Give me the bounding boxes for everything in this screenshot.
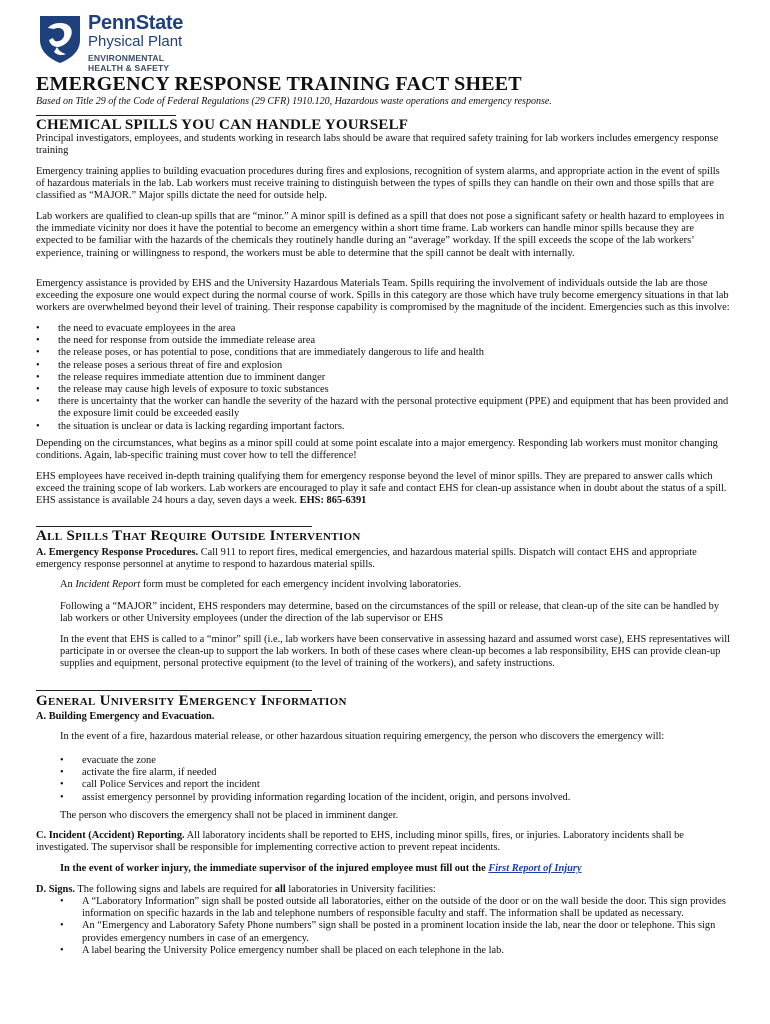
paragraph-emergency-assistance: Emergency assistance is provided by EHS and the University Hazardous Materials Team. Spills requiring the involvement of individuals outside the lab are those exceeding the exposure one would expect during the normal course of work. Spills in this category are those which have truly become emergency situations in that lab workers are overwhelmed beyond their level of training. Their response capability is compromised by the magnitude of the incident. Emergencies such as this involve: (36, 278, 730, 314)
signs-label: D. Signs. (36, 884, 75, 895)
unit-line-1: ENVIRONMENTAL (88, 53, 165, 63)
ehs-phone-number: EHS: 865-6391 (299, 495, 367, 507)
list-item: • call Police Services and report the incident (60, 779, 730, 791)
pennstate-logo (38, 12, 238, 76)
paragraph-emergency-training: Emergency training applies to building evacuation procedures during fires and explosions, recognition of system alarms, and appropriate action in the event of spills of hazardous materials in the lab. Lab workers must receive training to distinguish between the types of spills they can handle on their own and those spills that are classified as “MAJOR.” Major spills dictate the need for outside help. (36, 166, 720, 202)
paragraph-imminent-danger: The person who discovers the emergency shall not be placed in imminent danger. (60, 810, 399, 821)
list-item: • there is uncertainty that the worker can handle the severity of the hazard with the personal protective equipment (PPE) and equipment that has been provided and the exposure limit could be exceeded easily (36, 396, 730, 420)
list-item: • the release may cause high levels of exposure to toxic substances (36, 384, 730, 396)
list-item: • the release requires immediate attention due to imminent danger (36, 372, 730, 384)
paragraph-escalation: Depending on the circumstances, what begins as a minor spill could at some point escalate into a major emergency. Responding lab workers must monitor changing conditions. Again, lab-specific training must cover how to tell the difference! (36, 438, 718, 462)
section-heading-chemical-spills: CHEMICAL SPILLS YOU CAN HANDLE YOURSELF (36, 117, 409, 133)
ehs-availability-text: EHS employees have received in-depth training qualifying them for emergency response beyond the level of minor spills. They are prepared to answer calls which exceed the training scope of lab workers. Lab workers are encouraged to play it safe and contact EHS for clean-up assistance when in doubt about the status of a spill. EHS assistance is available 24 hours a day, seven days a week. (36, 471, 727, 507)
page-title: EMERGENCY RESPONSE TRAINING FACT SHEET (36, 73, 522, 95)
signs-text-suffix: laboratories in University facilities: (288, 884, 436, 895)
worker-injury-text: In the event of worker injury, the immediate supervisor of the injured employee must fill out the (60, 863, 486, 874)
list-item: • the situation is unclear or data is lacking regarding important factors. (36, 421, 730, 433)
emergency-conditions-list (36, 323, 730, 433)
list-item: • the release poses a serious threat of fire and explosion (36, 360, 730, 372)
list-item: • activate the fire alarm, if needed (60, 767, 730, 779)
org-name: PennState (88, 12, 184, 34)
divider (36, 115, 176, 116)
list-item: • the release poses, or has potential to pose, conditions that are immediately dangerous to life and health (36, 347, 730, 359)
procedure-text: Call 911 to report fires, medical emergencies, and hazardous material spills. Dispatch will contact EHS and appropriate emergency response personnel at anytime to respond to hazardous material spills. (36, 547, 697, 571)
paragraph-minor-spills: Lab workers are qualified to clean-up spills that are “minor.” A minor spill is defined as a spill that does not pose a significant safety or health hazard to employees in the immediate vicinity nor does it have the potential to become an emergency within a short time frame. Lab workers can handle minor spills because they are expected to be familiar with the hazards of the chemicals they routinely handle during an “average” workday. If the spill exceeds the scope of the lab workers’ experience, training or willingness to respond, the workers must be able to determine that the spill cannot be dealt with internally. (36, 211, 725, 259)
list-item: • the need to evacuate employees in the area (36, 323, 730, 335)
dept-name: Physical Plant (88, 33, 183, 50)
required-signs-list (60, 896, 730, 957)
incident-reporting-text: All laboratory incidents shall be reported to EHS, including minor spills, fires, or injuries. Laboratory incidents shall be investigated. The supervisor shall be responsible for implementing corrective action to prevent repeat incidents. (36, 830, 684, 854)
list-item: • assist emergency personnel by providing information regarding location of the incident, origin, and persons involved. (60, 792, 730, 804)
incident-reporting-label: C. Incident (Accident) Reporting. (36, 830, 185, 841)
signs-text-all: all (274, 884, 286, 895)
evacuation-steps-list (60, 755, 730, 804)
paragraph-signs (36, 884, 730, 896)
subheading-building-evacuation: A. Building Emergency and Evacuation. (36, 711, 215, 722)
divider (36, 526, 312, 527)
signs-text-prefix: The following signs and labels are required for (77, 884, 273, 895)
page-subtitle: Based on Title 29 of the Code of Federal Regulations (29 CFR) 1910.120, Hazardous waste operations and emergency response. (36, 96, 552, 107)
nittany-lion-shield-icon (38, 14, 82, 64)
incident-report-prefix: An (60, 579, 73, 590)
list-item: • evacuate the zone (60, 755, 730, 767)
paragraph-evacuation-intro: In the event of a fire, hazardous material release, or other hazardous situation requiring emergency, the person who discovers the emergency will: (60, 731, 665, 742)
list-item: • A label bearing the University Police emergency number shall be placed on each telephone in the lab. (60, 945, 730, 957)
paragraph-intro: Principal investigators, employees, and students working in research labs should be aware that required safety training for lab workers includes emergency response training (36, 133, 719, 157)
paragraph-major-incident: Following a “MAJOR” incident, EHS responders may determine, based on the circumstances of the spill or release, that clean-up of the site can be handled by lab workers or other University employees (under the direction of the lab supervisor or EHS (60, 601, 720, 625)
divider (36, 690, 312, 691)
unit-line-2: HEALTH & SAFETY (88, 62, 170, 73)
list-item: • the need for response from outside the immediate release area (36, 335, 730, 347)
paragraph-ehs-employees (36, 471, 730, 508)
paragraph-minor-incident: In the event that EHS is called to a “minor” spill (i.e., lab workers have been conservative in assessing hazard and assumed worst case), EHS representatives will participate in or oversee the clean-up to support the lab workers. In both of these cases where clean-up becomes a lab responsibility, EHS can provide clean-up supplies and equipment, personal protective equipment (to the level of training of the workers), and safety instructions. (60, 634, 730, 670)
paragraph-incident-reporting (36, 830, 730, 854)
first-report-of-injury-link[interactable]: First Report of Injury (488, 863, 582, 874)
section-heading-general-emergency: General University Emergency Information (36, 693, 347, 709)
list-item: • An “Emergency and Laboratory Safety Phone numbers” sign shall be posted in a prominent location inside the lab, near the door or telephone. This sign provides emergency numbers in case of an emergency. (60, 920, 730, 944)
paragraph-worker-injury (60, 863, 730, 875)
incident-report-suffix: form must be completed for each emergency incident involving laboratories. (142, 579, 462, 590)
section-heading-outside-intervention: All Spills That Require Outside Intervention (36, 528, 361, 544)
paragraph-incident-report (60, 579, 730, 591)
paragraph-emergency-response-procedures (36, 547, 730, 571)
procedure-label: A. Emergency Response Procedures. (36, 547, 199, 558)
incident-report-form-name: Incident Report (75, 579, 141, 590)
list-item: • A “Laboratory Information” sign shall be posted outside all laboratories, either on the outside of the door or on the wall beside the door. This sign provides information on specific hazards in the lab and telephone numbers of responsible faculty and staff. The information shall be updated as necessary. (60, 896, 730, 920)
